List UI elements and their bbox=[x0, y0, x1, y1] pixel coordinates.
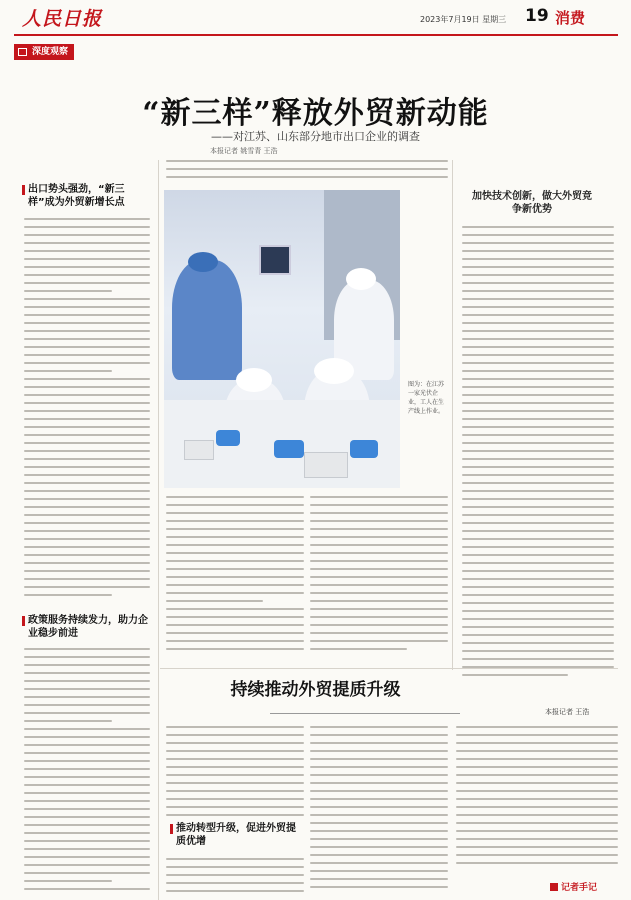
subheadline: ——对江苏、山东部分地市出口企业的调查 bbox=[211, 130, 420, 143]
headline: “新三样”释放外贸新动能 bbox=[142, 96, 489, 131]
sidebar-signature: 本报记者 王浩 bbox=[545, 708, 590, 716]
column-tag bbox=[14, 44, 74, 60]
bottom-article-text bbox=[166, 726, 304, 822]
column-tag-icon bbox=[18, 48, 27, 56]
photo-glove bbox=[216, 430, 240, 446]
article-text-col3 bbox=[310, 496, 448, 656]
bottom-article-text bbox=[456, 726, 618, 870]
section-heading-1: 出口势头强劲，“新三样”成为外贸新增长点 bbox=[28, 183, 148, 209]
section-name: 消费 bbox=[555, 9, 586, 27]
factory-photo bbox=[164, 190, 400, 488]
photo-caption: 图为：在江苏一家光伏企业，工人在生产线上作业。 bbox=[408, 381, 445, 415]
photo-glove bbox=[350, 440, 378, 458]
newspaper-logo: 人民日报 bbox=[22, 8, 103, 30]
photo-panel bbox=[184, 440, 214, 460]
photo-panel bbox=[304, 452, 348, 478]
reporter-note-label: 记者手记 bbox=[561, 883, 598, 893]
photo-worker-cap bbox=[236, 368, 272, 392]
masthead bbox=[0, 0, 631, 42]
bottom-article-text bbox=[310, 726, 448, 894]
reporter-note-icon bbox=[550, 883, 558, 891]
bottom-title-rule bbox=[270, 713, 460, 714]
column-rule bbox=[158, 160, 159, 900]
reporter-note-tag bbox=[550, 880, 597, 893]
sidebar-text bbox=[462, 226, 614, 682]
photo-worker-cap bbox=[346, 268, 376, 290]
section-heading-3: 推动转型升级，促进外贸提质优增 bbox=[176, 823, 296, 847]
column-rule bbox=[452, 160, 453, 670]
article-text-col1-a bbox=[24, 218, 150, 602]
column-tag-label: 深度观察 bbox=[32, 47, 69, 57]
photo-glove bbox=[274, 440, 304, 458]
byline: 本报记者 姚雪青 王浩 bbox=[210, 147, 278, 155]
bottom-section-title: 持续推动外贸提质升级 bbox=[230, 680, 401, 700]
article-text-top-strip bbox=[166, 160, 448, 184]
photo-screen bbox=[259, 245, 291, 275]
page-number: 19 bbox=[525, 6, 549, 26]
photo-worker bbox=[172, 260, 242, 380]
photo-worker-cap bbox=[314, 358, 354, 384]
masthead-rule bbox=[14, 34, 618, 36]
photo-worker-cap bbox=[188, 252, 218, 272]
article-text-col2 bbox=[166, 496, 304, 656]
section-heading-2: 政策服务持续发力，助力企业稳步前进 bbox=[28, 615, 148, 639]
article-text-col2-b bbox=[166, 858, 304, 898]
issue-date: 2023年7月19日 星期三 bbox=[420, 15, 507, 24]
sidebar-heading: 加快技术创新，做大外贸竞争新优势 bbox=[472, 191, 592, 215]
